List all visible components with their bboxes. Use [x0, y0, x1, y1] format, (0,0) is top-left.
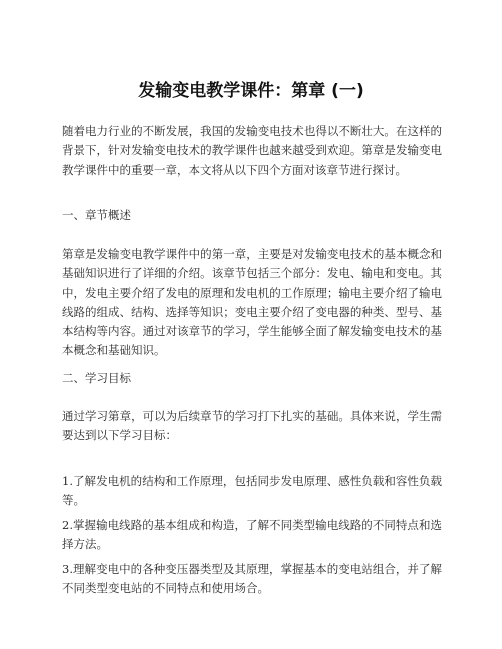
intro-paragraph: 随着电力行业的不断发展，我国的发输变电技术也得以不断壮大。在这样的背景下，针对发输变电技术的教学课件也越来越受到欢迎。第章是发输变电教学课件中的重要一章，本文将从以下四个方面对该章节进行探讨。: [62, 124, 442, 177]
objective-item-2: 2.掌握输电线路的基本组成和构造，了解不同类型输电线路的不同特点和选择方法。: [62, 518, 442, 552]
overview-paragraph: 第章是发输变电教学课件中的第一章，主要是对发输变电技术的基本概念和基础知识进行了详细的介绍。该章节包括三个部分：发电、输电和变电。其中，发电主要介绍了发电的原理和发电机的工作原理；输电主要介绍了输电线路的组成、结构、选择等知识；变电主要介绍了变电器的种类、型号、基本结构等内容。通过对该章节的学习，学生能够全面了解发输变电技术的基本概念和基础知识。: [62, 247, 442, 358]
objective-item-1: 1.了解发电机的结构和工作原理，包括同步发电原理、感性负载和容性负载等。: [62, 474, 442, 508]
section-heading-overview: 一、章节概述: [62, 208, 131, 222]
document-title: 发输变电教学课件：第章 (一): [138, 81, 364, 101]
objectives-paragraph: 通过学习第章，可以为后续章节的学习打下扎实的基础。具体来说，学生需要达到以下学习目标：: [62, 409, 442, 443]
objective-item-3: 3.理解变电中的各种变压器类型及其原理，掌握基本的变电站组合，并了解不同类型变电站的不同特点和使用场合。: [62, 562, 442, 596]
section-heading-objectives: 二、学习目标: [62, 371, 131, 385]
